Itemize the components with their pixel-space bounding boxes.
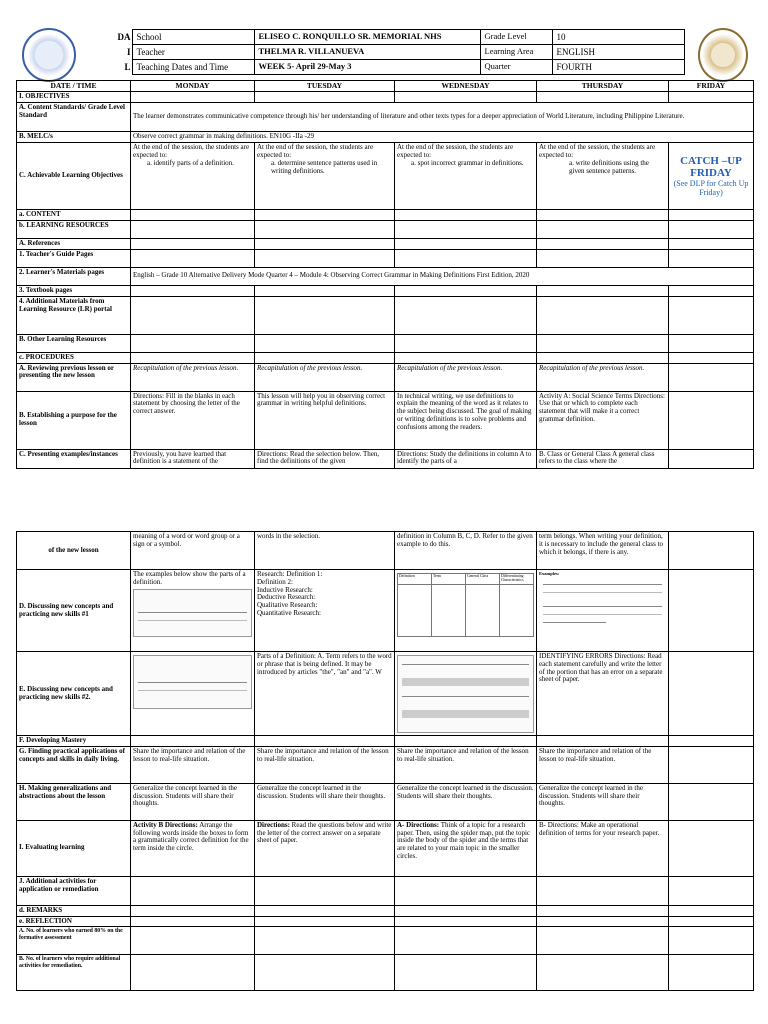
obj-tuesday <box>255 143 395 210</box>
definition-pattern-image <box>133 655 252 709</box>
discussing2-monday <box>131 652 255 736</box>
discussing1-monday-text: The examples below show the parts of a definition. <box>133 570 246 586</box>
form-title-i: I <box>126 47 131 58</box>
obj-wednesday <box>395 143 537 210</box>
melc-label: B. MELC/s <box>17 132 131 143</box>
new-lesson-label: of the new lesson <box>17 532 131 570</box>
practical-wednesday: Share the importance and relation of the lesson to real-life situation. <box>395 746 537 783</box>
learners-materials-text: English – Grade 10 Alternative Delivery Mode Quarter 4 – Module 4: Observing Correct Grammar in Making Definitions First Edition, 2020 <box>131 267 754 285</box>
form-title-d: DA <box>117 32 131 42</box>
practical-thursday: Share the importance and relation of the lesson to real-life situation. <box>537 746 669 783</box>
presenting-wednesday-cont: definition in Column B, C, D. Refer to the given example to do this. <box>395 532 537 570</box>
dll-table-page-2 <box>16 531 754 991</box>
reflection-heading: e. REFLECTION <box>17 916 131 927</box>
eval-wednesday-text: Think of a topic for a research paper. Then, using the spider map, put the topic inside the body of the spider and the terms that are related to your main topic in the smaller circles. <box>397 820 531 861</box>
eval-monday-lead: Activity B Directions: <box>133 820 198 829</box>
mastery-label: F. Developing Mastery <box>17 736 131 747</box>
references-label: A. References <box>17 239 131 250</box>
discussing1-tuesday: Research: Definition 1: Definition 2: Inductive Research: Deductive Research: Qualitative Research: Quantitative Research: <box>255 570 395 652</box>
catch-up-friday <box>669 143 754 210</box>
dll-table-page-1 <box>16 80 754 469</box>
obj-monday-item: a. identify parts of a definition. <box>147 158 234 167</box>
quarter-label: Quarter <box>480 60 552 75</box>
generalize-tuesday: Generalize the concept learned in the discussion. Students will share their thoughts. <box>255 783 395 820</box>
presenting-monday-cont: meaning of a word or word group or a sign or a symbol. <box>131 532 255 570</box>
dates-label: Teaching Dates and Time <box>132 60 254 75</box>
teacher-value: THELMA R. VILLANUEVA <box>254 45 480 60</box>
lr-portal-label: 4. Additional Materials from Learning Resource (LR) portal <box>17 296 131 334</box>
practical-monday: Share the importance and relation of the lesson to real-life situation. <box>131 746 255 783</box>
obj-tuesday-intro: At the end of the session, the students are expected to: <box>257 143 374 160</box>
col-monday: MONDAY <box>131 81 255 92</box>
purpose-tuesday: This lesson will help you in observing correct grammar in writing helpful definitions. <box>255 391 395 449</box>
school-label: School <box>132 30 254 45</box>
content-heading: a. CONTENT <box>17 210 131 221</box>
purpose-wednesday: In technical writing, we use definitions to explain the meaning of the word as it relates to the subject being discussed. The goal of making or writing definitions is to solve problems and confusions among the readers. <box>395 391 537 449</box>
presenting-tuesday: Directions: Read the selection below. Then, find the definitions of the given <box>255 449 395 468</box>
grammar-reminder-image <box>397 655 534 733</box>
eval-tuesday-text: Read the questions below and write the letter of the correct answer on a separate sheet of paper. <box>257 820 392 845</box>
recap-tuesday: Recapitulation of the previous lesson. <box>255 363 395 391</box>
col-thursday: THURSDAY <box>537 81 669 92</box>
evaluate-tuesday <box>255 820 395 876</box>
discussing1-thursday <box>537 570 669 652</box>
catch-up-note: (See DLP for Catch Up Friday) <box>673 178 749 197</box>
obj-wednesday-intro: At the end of the session, the students are expected to: <box>397 143 514 160</box>
purpose-label: B. Establishing a purpose for the lesson <box>17 391 131 449</box>
dates-value: WEEK 5- April 29-May 3 <box>254 60 480 75</box>
procedures-heading: c. PROCEDURES <box>17 352 131 363</box>
definition-example-image <box>133 589 252 637</box>
obj-monday <box>131 143 255 210</box>
generalize-label: H. Making generalizations and abstractions about the lesson <box>17 783 131 820</box>
school-seal-icon <box>698 28 748 82</box>
presenting-monday: Previously, you have learned that definition is a statement of the <box>131 449 255 468</box>
deped-seal-icon <box>22 28 76 82</box>
presenting-tuesday-cont: words in the selection. <box>255 532 395 570</box>
eval-monday-text: Arrange the following words inside the boxes to form a grammatically correct definition for the term inside the circle. <box>133 820 249 853</box>
quarter-value: FOURTH <box>552 60 684 75</box>
obj-wednesday-item: a. spot incorrect grammar in definitions. <box>411 158 524 167</box>
content-standards-text: The learner demonstrates communicative competence through his/ her understanding of literature and other texts types for a deeper appreciation of World Literature, including Philippine Literature. <box>131 103 754 132</box>
recap-thursday: Recapitulation of the previous lesson. <box>537 363 669 391</box>
learning-resources-heading: b. LEARNING RESOURCES <box>17 221 131 239</box>
col-date-time: DATE / TIME <box>17 81 131 92</box>
evaluating-label: I. Evaluating learning <box>17 820 131 876</box>
discussing2-label: E. Discussing new concepts and practicing new skills #2. <box>17 652 131 736</box>
discussing1-wednesday <box>395 570 537 652</box>
school-value: ELISEO C. RONQUILLO SR. MEMORIAL NHS <box>254 30 480 45</box>
content-standards-label: A. Content Standards/ Grade Level Standard <box>17 103 131 132</box>
remarks-heading: d. REMARKS <box>17 905 131 916</box>
reflection-a-label: A. No. of learners who earned 80% on the formative assessment <box>17 927 131 955</box>
obj-tuesday-item: a. determine sentence patterns used in writing definitions. <box>271 158 378 175</box>
textbook-label: 3. Textbook pages <box>17 285 131 296</box>
reflection-b-label: B. No. of learners who require additional activities for remediation. <box>17 955 131 991</box>
eval-tuesday-lead: Directions: <box>257 820 290 829</box>
teacher-label: Teacher <box>132 45 254 60</box>
presenting-thursday-cont: term belongs. When writing your definition, it is necessary to include the general class to which it belongs, if there is any. <box>537 532 669 570</box>
col-wednesday: WEDNESDAY <box>395 81 537 92</box>
practical-tuesday: Share the importance and relation of the lesson to real-life situation. <box>255 746 395 783</box>
col-friday: FRIDAY <box>669 81 754 92</box>
learners-materials-label: 2. Learner's Materials pages <box>17 267 131 285</box>
examples-image <box>539 578 666 628</box>
definition-parts-table <box>397 573 534 637</box>
additional-activities-label: J. Additional activities for application or remediation <box>17 876 131 905</box>
other-resources-label: B. Other Learning Resources <box>17 334 131 352</box>
presenting-thursday: B. Class or General Class A general class refers to the class where the <box>537 449 669 468</box>
obj-monday-intro: At the end of the session, the students are expected to: <box>133 143 250 160</box>
evaluate-thursday: B- Directions: Make an operational definition of terms for your research paper. <box>537 820 669 876</box>
reviewing-label: A. Reviewing previous lesson or presenting the new lesson <box>17 363 131 391</box>
grade-level-value: 10 <box>552 30 684 45</box>
learning-area-value: ENGLISH <box>552 45 684 60</box>
achievable-label: C. Achievable Learning Objectives <box>17 143 131 210</box>
def-col-differentiating: Differentiating Characteristics <box>500 574 534 585</box>
discussing1-monday <box>131 570 255 652</box>
recap-wednesday: Recapitulation of the previous lesson. <box>395 363 537 391</box>
header-table <box>112 29 685 75</box>
generalize-thursday: Generalize the concept learned in the discussion. Students will share their thoughts. <box>537 783 669 820</box>
examples-label: Examples: <box>539 571 560 576</box>
obj-thursday-intro: At the end of the session, the students are expected to: <box>539 143 656 160</box>
discussing1-label: D. Discussing new concepts and practicing new skills #1 <box>17 570 131 652</box>
evaluate-wednesday <box>395 820 537 876</box>
recap-monday: Recapitulation of the previous lesson. <box>131 363 255 391</box>
generalize-wednesday: Generalize the concept learned in the discussion. Students will share their thoughts. <box>395 783 537 820</box>
purpose-thursday: Activity A: Social Science Terms Directions: Use that or which to complete each statement that will make it a correct grammar definition. <box>537 391 669 449</box>
discussing2-tuesday: Parts of a Definition: A. Term refers to the word or phrase that is being defined. It may be introduced by articles "the", "an" and "a". W <box>255 652 395 736</box>
objectives-heading: I. OBJECTIVES <box>17 92 131 103</box>
presenting-wednesday: Directions: Study the definitions in column A to identify the parts of a <box>395 449 537 468</box>
discussing2-wednesday <box>395 652 537 736</box>
learning-area-label: Learning Area <box>480 45 552 60</box>
obj-thursday-item: a. write definitions using the given sentence patterns. <box>569 158 649 175</box>
def-col-definition: Definition <box>398 574 432 585</box>
evaluate-monday <box>131 820 255 876</box>
melc-text: Observe correct grammar in making definitions. EN10G -IIa -29 <box>131 132 754 143</box>
def-col-general-class: General Class <box>466 574 500 585</box>
purpose-monday: Directions: Fill in the blanks in each statement by choosing the letter of the correct answer. <box>131 391 255 449</box>
eval-wednesday-lead: A- Directions: <box>397 820 440 829</box>
obj-thursday <box>537 143 669 210</box>
teachers-guide-label: 1. Teacher's Guide Pages <box>17 249 131 267</box>
form-title-l: L <box>124 62 131 73</box>
col-tuesday: TUESDAY <box>255 81 395 92</box>
discussing2-thursday: IDENTIFYING ERRORS Directions: Read each statement carefully and write the letter of the portion that has an error on a separate sheet of paper. <box>537 652 669 736</box>
catch-up-title: CATCH –UP FRIDAY <box>680 154 742 180</box>
grade-level-label: Grade Level <box>480 30 552 45</box>
practical-label: G. Finding practical applications of concepts and skills in daily living. <box>17 746 131 783</box>
generalize-monday: Generalize the concept learned in the discussion. Students will share their thoughts. <box>131 783 255 820</box>
presenting-label: C. Presenting examples/instances <box>17 449 131 468</box>
def-col-term: Term <box>432 574 466 585</box>
